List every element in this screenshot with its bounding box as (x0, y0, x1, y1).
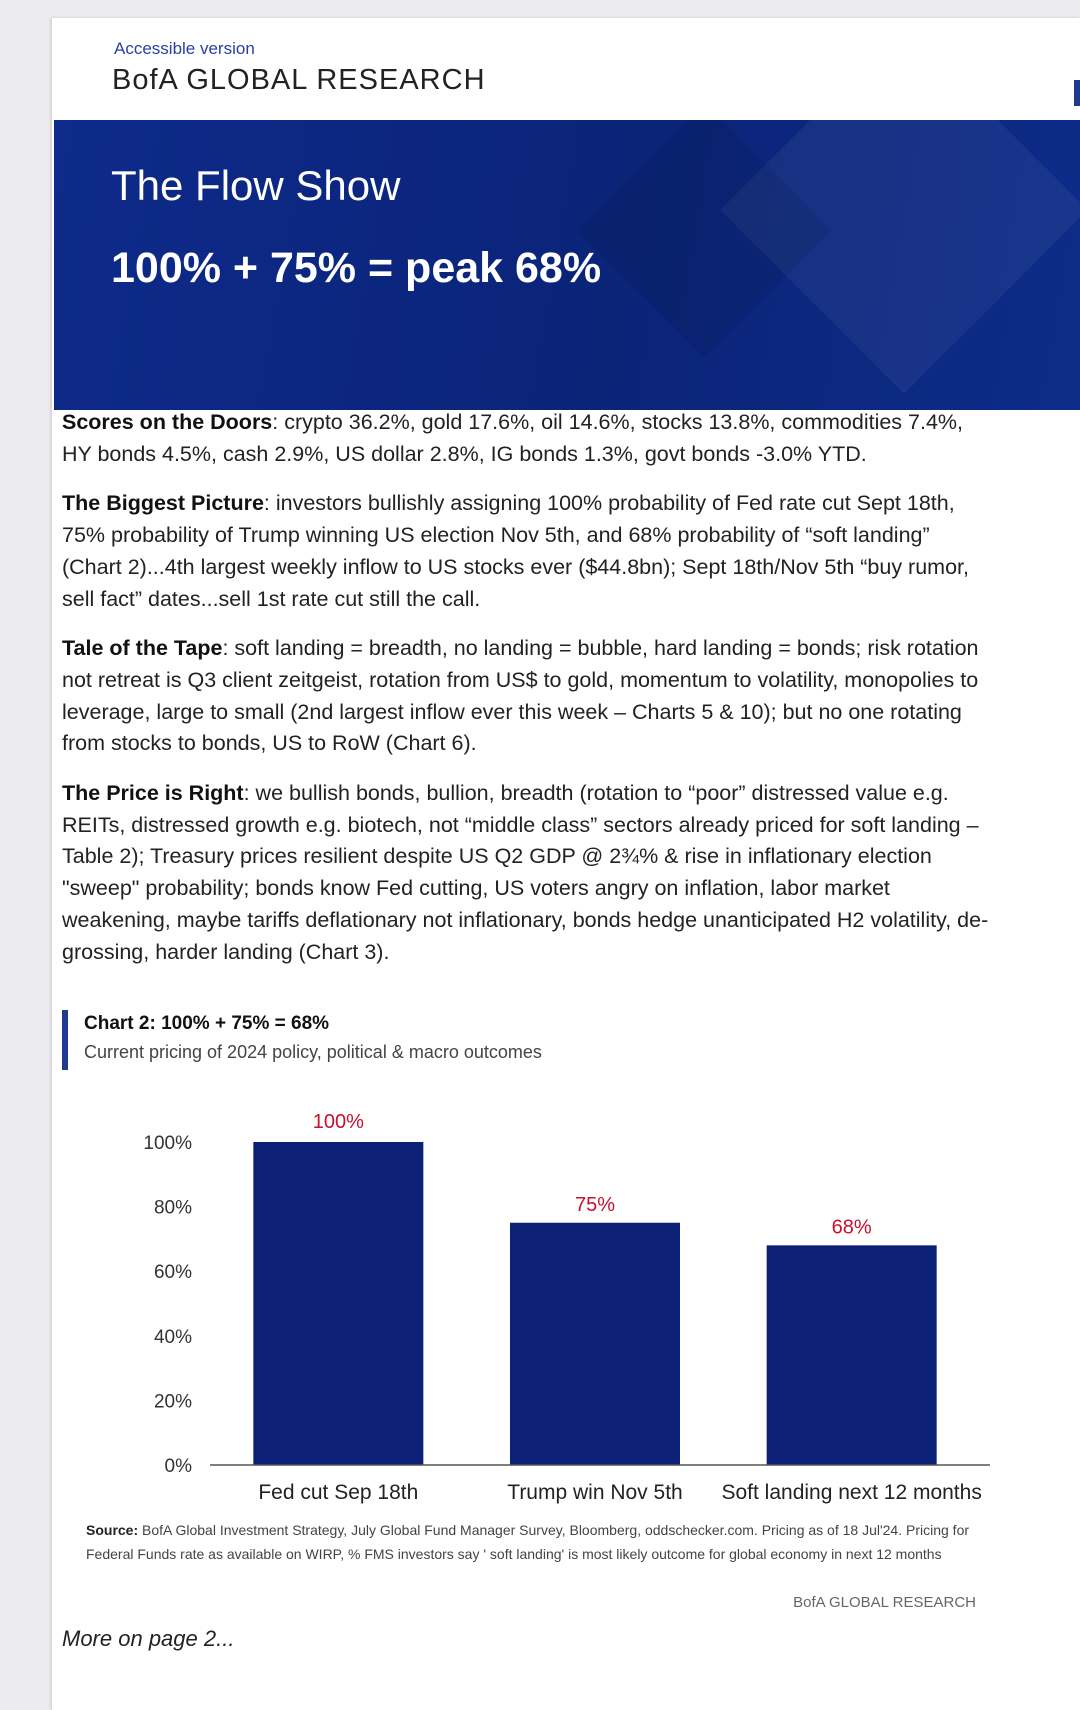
paragraph-lead: Tale of the Tape (62, 636, 223, 661)
paragraph-price-is-right (62, 778, 992, 968)
x-category-label: Trump win Nov 5th (507, 1481, 683, 1504)
page-edge-marker (1074, 80, 1080, 106)
source-text: BofA Global Investment Strategy, July Global Fund Manager Survey, Bloomberg, oddschecker.com. Pricing as of 18 Jul'24. Pricing for Federal Funds rate as available on WIRP, % FMS investors say ' soft landing' is most likely outcome for global economy in next 12 months (86, 1522, 970, 1562)
header-banner (54, 120, 1080, 410)
y-tick-label: 0% (164, 1456, 192, 1477)
paragraph-biggest-picture (62, 488, 992, 615)
report-title: The Flow Show (111, 162, 401, 209)
paragraph-lead: The Biggest Picture (62, 491, 264, 516)
paragraph-lead: The Price is Right (62, 781, 244, 806)
bar-2 (510, 1223, 680, 1465)
paragraph-text: : crypto 36.2%, gold 17.6%, oil 14.6%, stocks 13.8%, commodities 7.4%, HY bonds 4.5%, cash 2.9%, US dollar 2.8%, IG bonds 1.3%, govt bonds -3.0% YTD. (62, 410, 964, 466)
y-tick-label: 60% (153, 1262, 192, 1284)
paragraph-text: : soft landing = breadth, no landing = bubble, hard landing = bonds; risk rotation not retreat is Q3 client zeitgeist, rotation from US$ to gold, momentum to volatility, monopolies to leverage, large to small (2nd largest inflow ever this week – Charts 5 & 10); but no one rotating from stocks to bonds, US to RoW (Chart 6). (62, 636, 979, 756)
chart-source-note (86, 1518, 986, 1566)
paragraph-lead: Scores on the Doors (62, 410, 273, 434)
paragraph-text: : investors bullishly assigning 100% probability of Fed rate cut Sept 18th, 75% probability of Trump winning US election Nov 5th, and 68% probability of “soft landing” (Chart 2)...4th largest weekly inflow to US stocks ever ($44.8bn); Sept 18th/Nov 5th “buy rumor, sell fact” dates...sell 1st rate cut still the call. (62, 491, 969, 611)
chart-credit: BofA GLOBAL RESEARCH (793, 1594, 976, 1611)
report-headline: 100% + 75% = peak 68% (111, 244, 602, 292)
paragraph-tale-of-tape (62, 633, 992, 760)
data-label: 68% (831, 1216, 872, 1239)
source-label: Source: (86, 1522, 139, 1538)
chart-subtitle: Current pricing of 2024 policy, political & macro outcomes (84, 1042, 542, 1062)
more-on-page-link[interactable]: More on page 2... (62, 1626, 235, 1651)
paragraph-text: : we bullish bonds, bullion, breadth (rotation to “poor” distressed value e.g. REITs, distressed growth e.g. biotech, not “middle class” sectors already priced for soft landing – Table 2); Treasury prices resilient despite US Q2 GDP @ 2¾% & rise in inflationary election "sweep" probability; bonds know Fed cutting, US voters angry on inflation, labor market weakening, maybe tariffs deflationary not inflationary, bonds hedge unanticipated H2 volatility, de-grossing, harder landing (Chart 3). (62, 781, 989, 964)
y-tick-label: 100% (143, 1133, 192, 1154)
bar-1 (253, 1142, 423, 1465)
x-category-label: Fed cut Sep 18th (258, 1481, 419, 1504)
y-tick-label: 40% (153, 1326, 192, 1348)
chart-title: Chart 2: 100% + 75% = 68% (84, 1013, 330, 1034)
paragraph-scores (62, 407, 992, 470)
chart-heading (62, 1010, 542, 1070)
data-label: 75% (574, 1193, 616, 1216)
report-body (62, 407, 992, 986)
accessible-version-link[interactable]: Accessible version (114, 39, 255, 58)
x-category-label: Soft landing next 12 months (721, 1481, 982, 1504)
y-tick-label: 20% (153, 1391, 192, 1413)
bar-chart (80, 1090, 1000, 1510)
y-tick-label: 80% (153, 1197, 192, 1219)
bar-3 (767, 1245, 937, 1465)
data-label: 100% (312, 1111, 364, 1133)
brand-title: BofA GLOBAL RESEARCH (112, 64, 486, 96)
